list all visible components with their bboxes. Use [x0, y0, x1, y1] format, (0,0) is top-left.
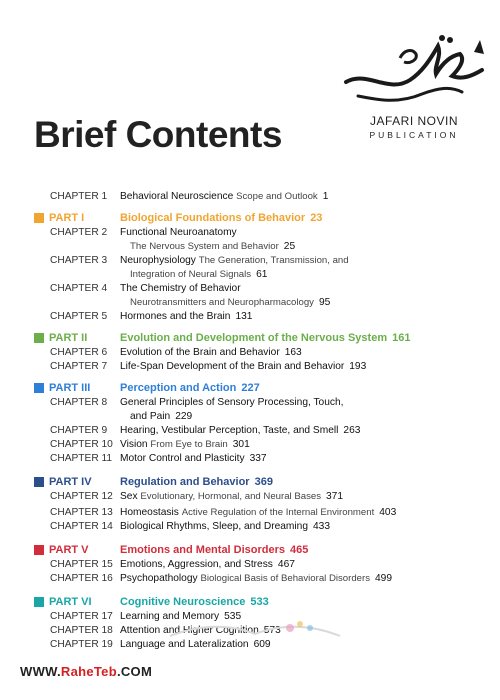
- page-number: 131: [235, 311, 253, 322]
- part-color-square: [34, 213, 44, 223]
- chapter-title-line: [120, 506, 396, 520]
- page-number: 193: [349, 361, 367, 372]
- toc-row-chapter-15[interactable]: [0, 558, 500, 572]
- page-number: 23: [310, 212, 323, 224]
- chapter-label: CHAPTER 19: [50, 639, 113, 650]
- toc-row-chapter-3-sub: [0, 268, 500, 282]
- part-title-line: [120, 380, 260, 396]
- page-number: 61: [256, 269, 268, 280]
- page-number: 467: [277, 559, 295, 570]
- chapter-title-line: [120, 572, 392, 586]
- chapter-label: CHAPTER 6: [50, 347, 108, 358]
- publisher-subtitle: PUBLICATION: [369, 130, 459, 140]
- chapter-title: Hearing, Vestibular Perception, Taste, and Smell: [120, 425, 339, 436]
- part-label: PART VI: [49, 596, 92, 608]
- chapter-title: Emotions, Aggression, and Stress: [120, 559, 273, 570]
- footer-url-brand: RaheTeb: [60, 664, 117, 679]
- chapter-title: Neurophysiology: [120, 255, 196, 266]
- chapter-label: CHAPTER 18: [50, 625, 113, 636]
- footer-url-suffix: .COM: [116, 664, 153, 679]
- toc-row-chapter-11[interactable]: [0, 452, 500, 466]
- chapter-subtitle: The Generation, Transmission, and: [198, 255, 349, 266]
- toc-row-chapter-4-sub: [0, 296, 500, 310]
- footer-url-prefix: WWW.: [20, 664, 61, 679]
- chapter-title: The Chemistry of Behavior: [120, 283, 241, 294]
- page-number: 433: [313, 521, 330, 532]
- chapter-title-line: [120, 310, 252, 324]
- part-label: PART V: [49, 544, 89, 556]
- chapter-title: Functional Neuroanatomy: [120, 227, 237, 238]
- chapter-title: Language and Lateralization: [120, 639, 249, 650]
- toc-row-chapter-5[interactable]: [0, 310, 500, 324]
- chapter-title: General Principles of Sensory Processing, Touch,: [120, 397, 344, 408]
- part-title: Evolution and Development of the Nervous System: [120, 332, 388, 344]
- chapter-subtitle: Active Regulation of the Internal Environment: [181, 507, 375, 518]
- chapter-subtitle-line: [130, 268, 267, 282]
- chapter-label: CHAPTER 1: [50, 191, 108, 202]
- chapter-title: Behavioral Neuroscience: [120, 191, 234, 202]
- part-label: PART I: [49, 212, 85, 224]
- page-number: 25: [283, 241, 296, 252]
- chapter-title-line: [120, 520, 330, 534]
- toc-row-chapter-9[interactable]: [0, 424, 500, 438]
- chapter-title: Evolution of the Brain and Behavior: [120, 347, 280, 358]
- chapter-title-line: [120, 346, 302, 360]
- page-number: 337: [249, 453, 267, 464]
- watermark-book-icon: [150, 616, 360, 656]
- toc-part-6[interactable]: [0, 594, 500, 610]
- chapter-label: CHAPTER 14: [50, 521, 113, 532]
- chapter-label: CHAPTER 4: [50, 283, 108, 294]
- page-number: 163: [284, 347, 302, 358]
- publisher-name: JAFARI NOVIN: [369, 114, 458, 128]
- chapter-title-line: [120, 452, 267, 466]
- chapter-label: CHAPTER 3: [50, 255, 108, 266]
- chapter-title-line-2: [130, 410, 192, 424]
- part-color-square: [34, 383, 44, 393]
- toc-row-chapter-14[interactable]: [0, 520, 500, 534]
- part-label: PART II: [49, 332, 88, 344]
- part-title-line: [120, 594, 269, 610]
- toc-part-1[interactable]: [0, 210, 500, 226]
- part-title-line: [120, 474, 273, 490]
- part-title: Regulation and Behavior: [120, 476, 250, 488]
- page-number: 499: [375, 573, 393, 584]
- chapter-title: Hormones and the Brain: [120, 311, 231, 322]
- chapter-label: CHAPTER 9: [50, 425, 108, 436]
- toc-row-chapter-12[interactable]: [0, 490, 500, 504]
- page-number: 533: [250, 596, 269, 608]
- toc-row-chapter-8-cont: [0, 410, 500, 424]
- chapter-title: Psychopathology: [120, 573, 198, 584]
- toc-row-chapter-6[interactable]: [0, 346, 500, 360]
- page-number: 465: [290, 544, 309, 556]
- chapter-subtitle: Evolutionary, Hormonal, and Neural Bases: [140, 491, 322, 502]
- part-title-line: [120, 330, 410, 346]
- chapter-title: Sex: [120, 491, 138, 502]
- chapter-title: Attention and Higher Cognition: [120, 625, 259, 636]
- page-title: Brief Contents: [34, 114, 282, 155]
- chapter-title-line: [120, 490, 343, 504]
- page-number: 403: [379, 507, 397, 518]
- chapter-label: CHAPTER 10: [50, 439, 113, 450]
- part-title-line: [120, 210, 322, 226]
- chapter-title: Motor Control and Plasticity: [120, 453, 245, 464]
- toc-row-chapter-16[interactable]: [0, 572, 500, 586]
- chapter-title-line: [120, 424, 360, 438]
- footer-url[interactable]: [20, 664, 152, 679]
- watermark-graphic: [150, 616, 360, 656]
- chapter-title: Learning and Memory: [120, 611, 220, 622]
- toc-row-chapter-10[interactable]: [0, 438, 500, 452]
- toc-row-chapter-1[interactable]: [0, 190, 500, 204]
- chapter-label: CHAPTER 2: [50, 227, 108, 238]
- toc-part-5[interactable]: [0, 542, 500, 558]
- page-number: 609: [253, 639, 271, 650]
- page-number: 369: [254, 476, 273, 488]
- part-color-square: [34, 597, 44, 607]
- page-number: 573: [263, 625, 281, 636]
- part-label: PART IV: [49, 476, 92, 488]
- chapter-label: CHAPTER 5: [50, 311, 108, 322]
- chapter-title-line: [120, 438, 250, 452]
- toc-row-chapter-8[interactable]: [0, 396, 500, 410]
- toc-row-chapter-4[interactable]: [0, 282, 500, 296]
- chapter-subtitle: From Eye to Brain: [150, 439, 228, 450]
- part-label: PART III: [49, 382, 91, 394]
- chapter-title-line: [120, 254, 349, 268]
- part-color-square: [34, 333, 44, 343]
- chapter-subtitle: Biological Basis of Behavioral Disorders: [200, 573, 371, 584]
- toc-part-4[interactable]: [0, 474, 500, 490]
- page-number: 161: [392, 332, 411, 344]
- chapter-label: CHAPTER 7: [50, 361, 108, 372]
- page-number: 263: [343, 425, 361, 436]
- page-number: 535: [224, 611, 242, 622]
- toc-part-2[interactable]: [0, 330, 500, 346]
- chapter-subtitle-line: [130, 240, 295, 254]
- toc-row-chapter-3[interactable]: [0, 254, 500, 268]
- chapter-label: CHAPTER 13: [50, 507, 113, 518]
- toc-row-chapter-2[interactable]: [0, 226, 500, 240]
- page-number: 227: [241, 382, 260, 394]
- part-title: Biological Foundations of Behavior: [120, 212, 306, 224]
- part-color-square: [34, 477, 44, 487]
- page-number: 229: [175, 411, 193, 422]
- chapter-title-line: [120, 558, 295, 572]
- chapter-label: CHAPTER 15: [50, 559, 113, 570]
- chapter-subtitle-line: [130, 296, 330, 310]
- page-number: 95: [318, 297, 331, 308]
- toc-row-chapter-7[interactable]: [0, 360, 500, 374]
- chapter-subtitle: Neurotransmitters and Neuropharmacology: [130, 297, 314, 308]
- part-title: Perception and Action: [120, 382, 237, 394]
- chapter-title-line: [120, 360, 366, 374]
- page-number: 371: [326, 491, 344, 502]
- chapter-label: CHAPTER 8: [50, 397, 108, 408]
- chapter-title: Life-Span Development of the Brain and Behavior: [120, 361, 345, 372]
- chapter-subtitle-2: Integration of Neural Signals: [130, 269, 252, 280]
- toc-row-chapter-13[interactable]: [0, 506, 500, 520]
- part-title: Emotions and Mental Disorders: [120, 544, 286, 556]
- part-title: Cognitive Neuroscience: [120, 596, 246, 608]
- toc-row-chapter-2-sub: [0, 240, 500, 254]
- chapter-label: CHAPTER 12: [50, 491, 113, 502]
- chapter-title-2: and Pain: [130, 411, 171, 422]
- chapter-label: CHAPTER 16: [50, 573, 113, 584]
- part-color-square: [34, 545, 44, 555]
- chapter-title: Vision: [120, 439, 148, 450]
- page-number: 1: [322, 191, 329, 202]
- chapter-label: CHAPTER 11: [50, 453, 113, 464]
- calligraphy-logo-icon: [338, 30, 490, 114]
- publisher-logo: [338, 30, 490, 152]
- part-title-line: [120, 542, 308, 558]
- chapter-title: Biological Rhythms, Sleep, and Dreaming: [120, 521, 308, 532]
- chapter-title: Homeostasis: [120, 507, 179, 518]
- page-number: 301: [232, 439, 250, 450]
- chapter-subtitle: Scope and Outlook: [236, 191, 318, 202]
- toc-part-3[interactable]: [0, 380, 500, 396]
- chapter-subtitle: The Nervous System and Behavior: [130, 241, 279, 252]
- chapter-label: CHAPTER 17: [50, 611, 113, 622]
- chapter-title-line: [120, 190, 328, 204]
